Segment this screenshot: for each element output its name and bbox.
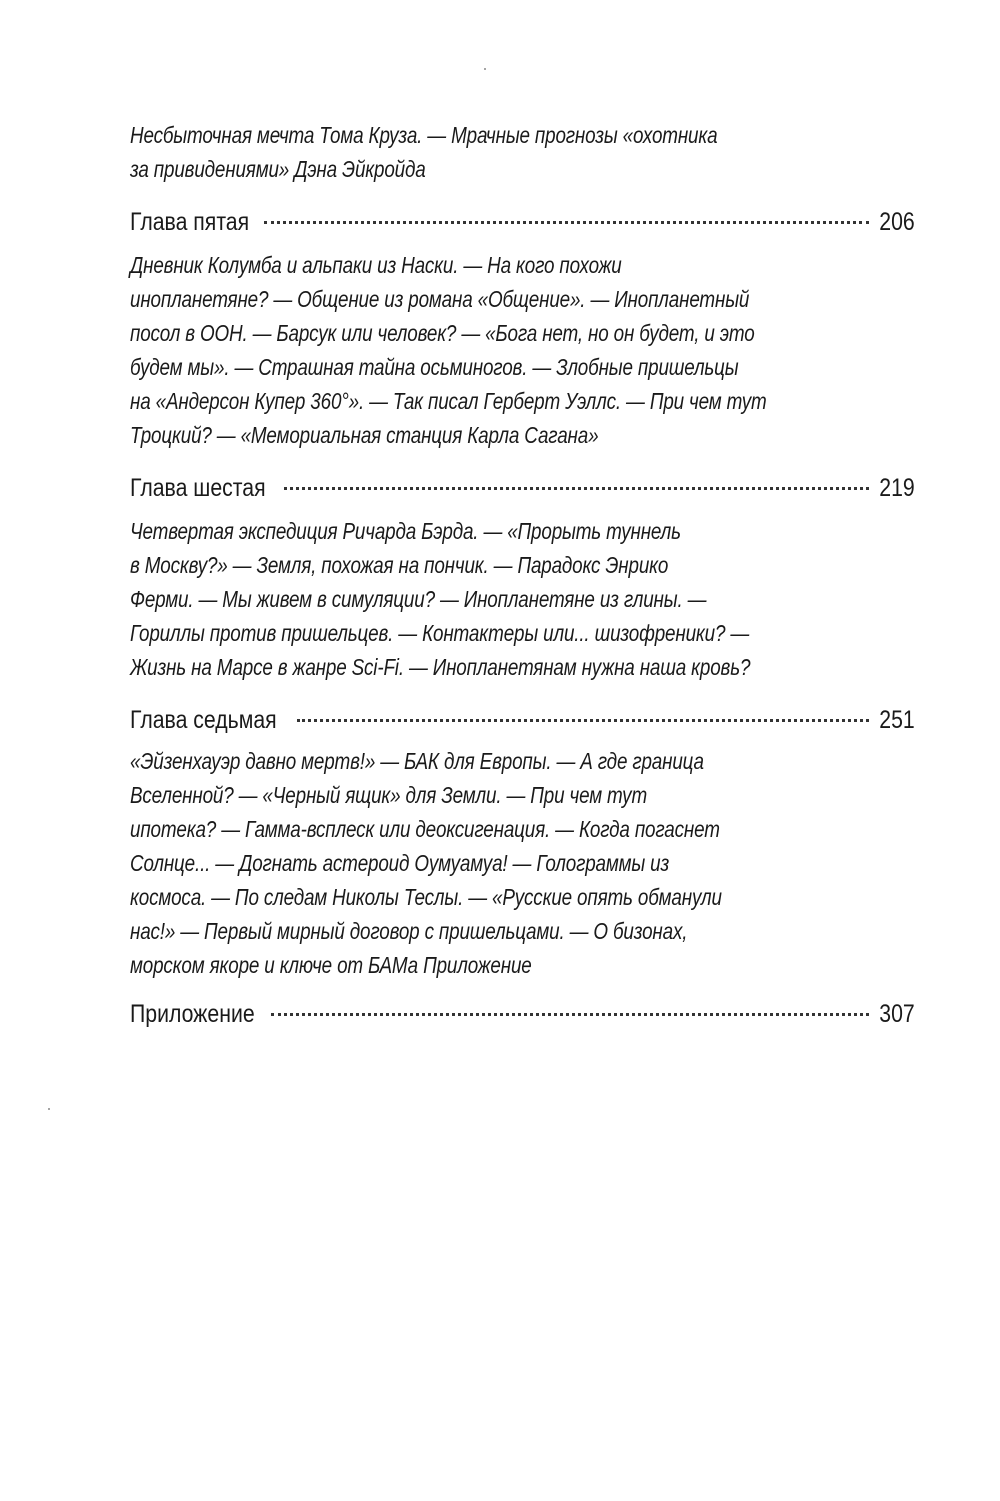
chapter-title: Глава пятая <box>130 208 250 236</box>
page-number: 219 <box>879 474 915 502</box>
description-line: Ферми. — Мы живем в симуляции? — Инопланетяне из глины. — <box>130 586 707 612</box>
toc-entry-chapter-7 <box>130 702 915 978</box>
description-line: нас!» — Первый мирный договор с пришельцами. — О бизонах, <box>130 918 688 944</box>
chapter-title: Глава шестая <box>130 474 266 502</box>
toc-entry-chapter-5 <box>130 204 915 448</box>
toc-heading <box>130 470 915 506</box>
description-line: Четвертая экспедиция Ричарда Бэрда. — «Прорыть туннель <box>130 518 681 544</box>
description-line: Вселенной? — «Черный ящик» для Земли. — При чем тут <box>130 782 647 808</box>
toc-entry-chapter-6 <box>130 470 915 680</box>
dot-leader <box>284 487 870 490</box>
print-speck <box>48 1108 50 1110</box>
page-number: 251 <box>879 706 915 734</box>
description-line: будем мы». — Страшная тайна осьминогов. — Злобные пришельцы <box>130 354 739 380</box>
dot-leader <box>264 221 869 224</box>
toc-heading <box>130 996 915 1032</box>
dot-leader <box>297 719 870 722</box>
page-number: 206 <box>879 208 915 236</box>
dot-leader <box>271 1013 870 1016</box>
description-line: Дневник Колумба и альпаки из Наски. — На кого похожи <box>130 252 622 278</box>
description-line: в Москву?» — Земля, похожая на пончик. — Парадокс Энрико <box>130 552 669 578</box>
appendix-title: Приложение <box>130 1000 255 1028</box>
description-line: за привидениями» Дэна Эйкройда <box>130 156 426 182</box>
print-speck <box>484 68 486 70</box>
description-line: морском якоре и ключе от БАМа Приложение <box>130 952 532 978</box>
description-line: Троцкий? — «Мемориальная станция Карла Сагана» <box>130 422 599 448</box>
description-line: инопланетяне? — Общение из романа «Общение». — Инопланетный <box>130 286 750 312</box>
intro-description <box>130 118 910 188</box>
description-line: Несбыточная мечта Тома Круза. — Мрачные прогнозы «охотника <box>130 122 718 148</box>
chapter-title: Глава седьмая <box>130 706 277 734</box>
description-line: Солнце... — Догнать астероид Оумуамуа! — Голограммы из <box>130 850 670 876</box>
page-number: 307 <box>879 1000 915 1028</box>
toc-heading <box>130 204 915 240</box>
description-line: Жизнь на Марсе в жанре Sci-Fi. — Инопланетянам нужна наша кровь? <box>130 654 751 680</box>
toc-heading <box>130 702 915 738</box>
description-line: посол в ООН. — Барсук или человек? — «Бога нет, но он будет, и это <box>130 320 755 346</box>
description-line: ипотека? — Гамма-всплеск или деоксигенация. — Когда погаснет <box>130 816 720 842</box>
toc-entry-appendix <box>130 996 915 1036</box>
description-line: космоса. — По следам Николы Теслы. — «Русские опять обманули <box>130 884 722 910</box>
description-line: «Эйзенхауэр давно мертв!» — БАК для Европы. — А где граница <box>130 748 704 774</box>
description-line: Гориллы против пришельцев. — Контактеры или... шизофреники? — <box>130 620 750 646</box>
description-line: на «Андерсон Купер 360°». — Так писал Герберт Уэллс. — При чем тут <box>130 388 767 414</box>
